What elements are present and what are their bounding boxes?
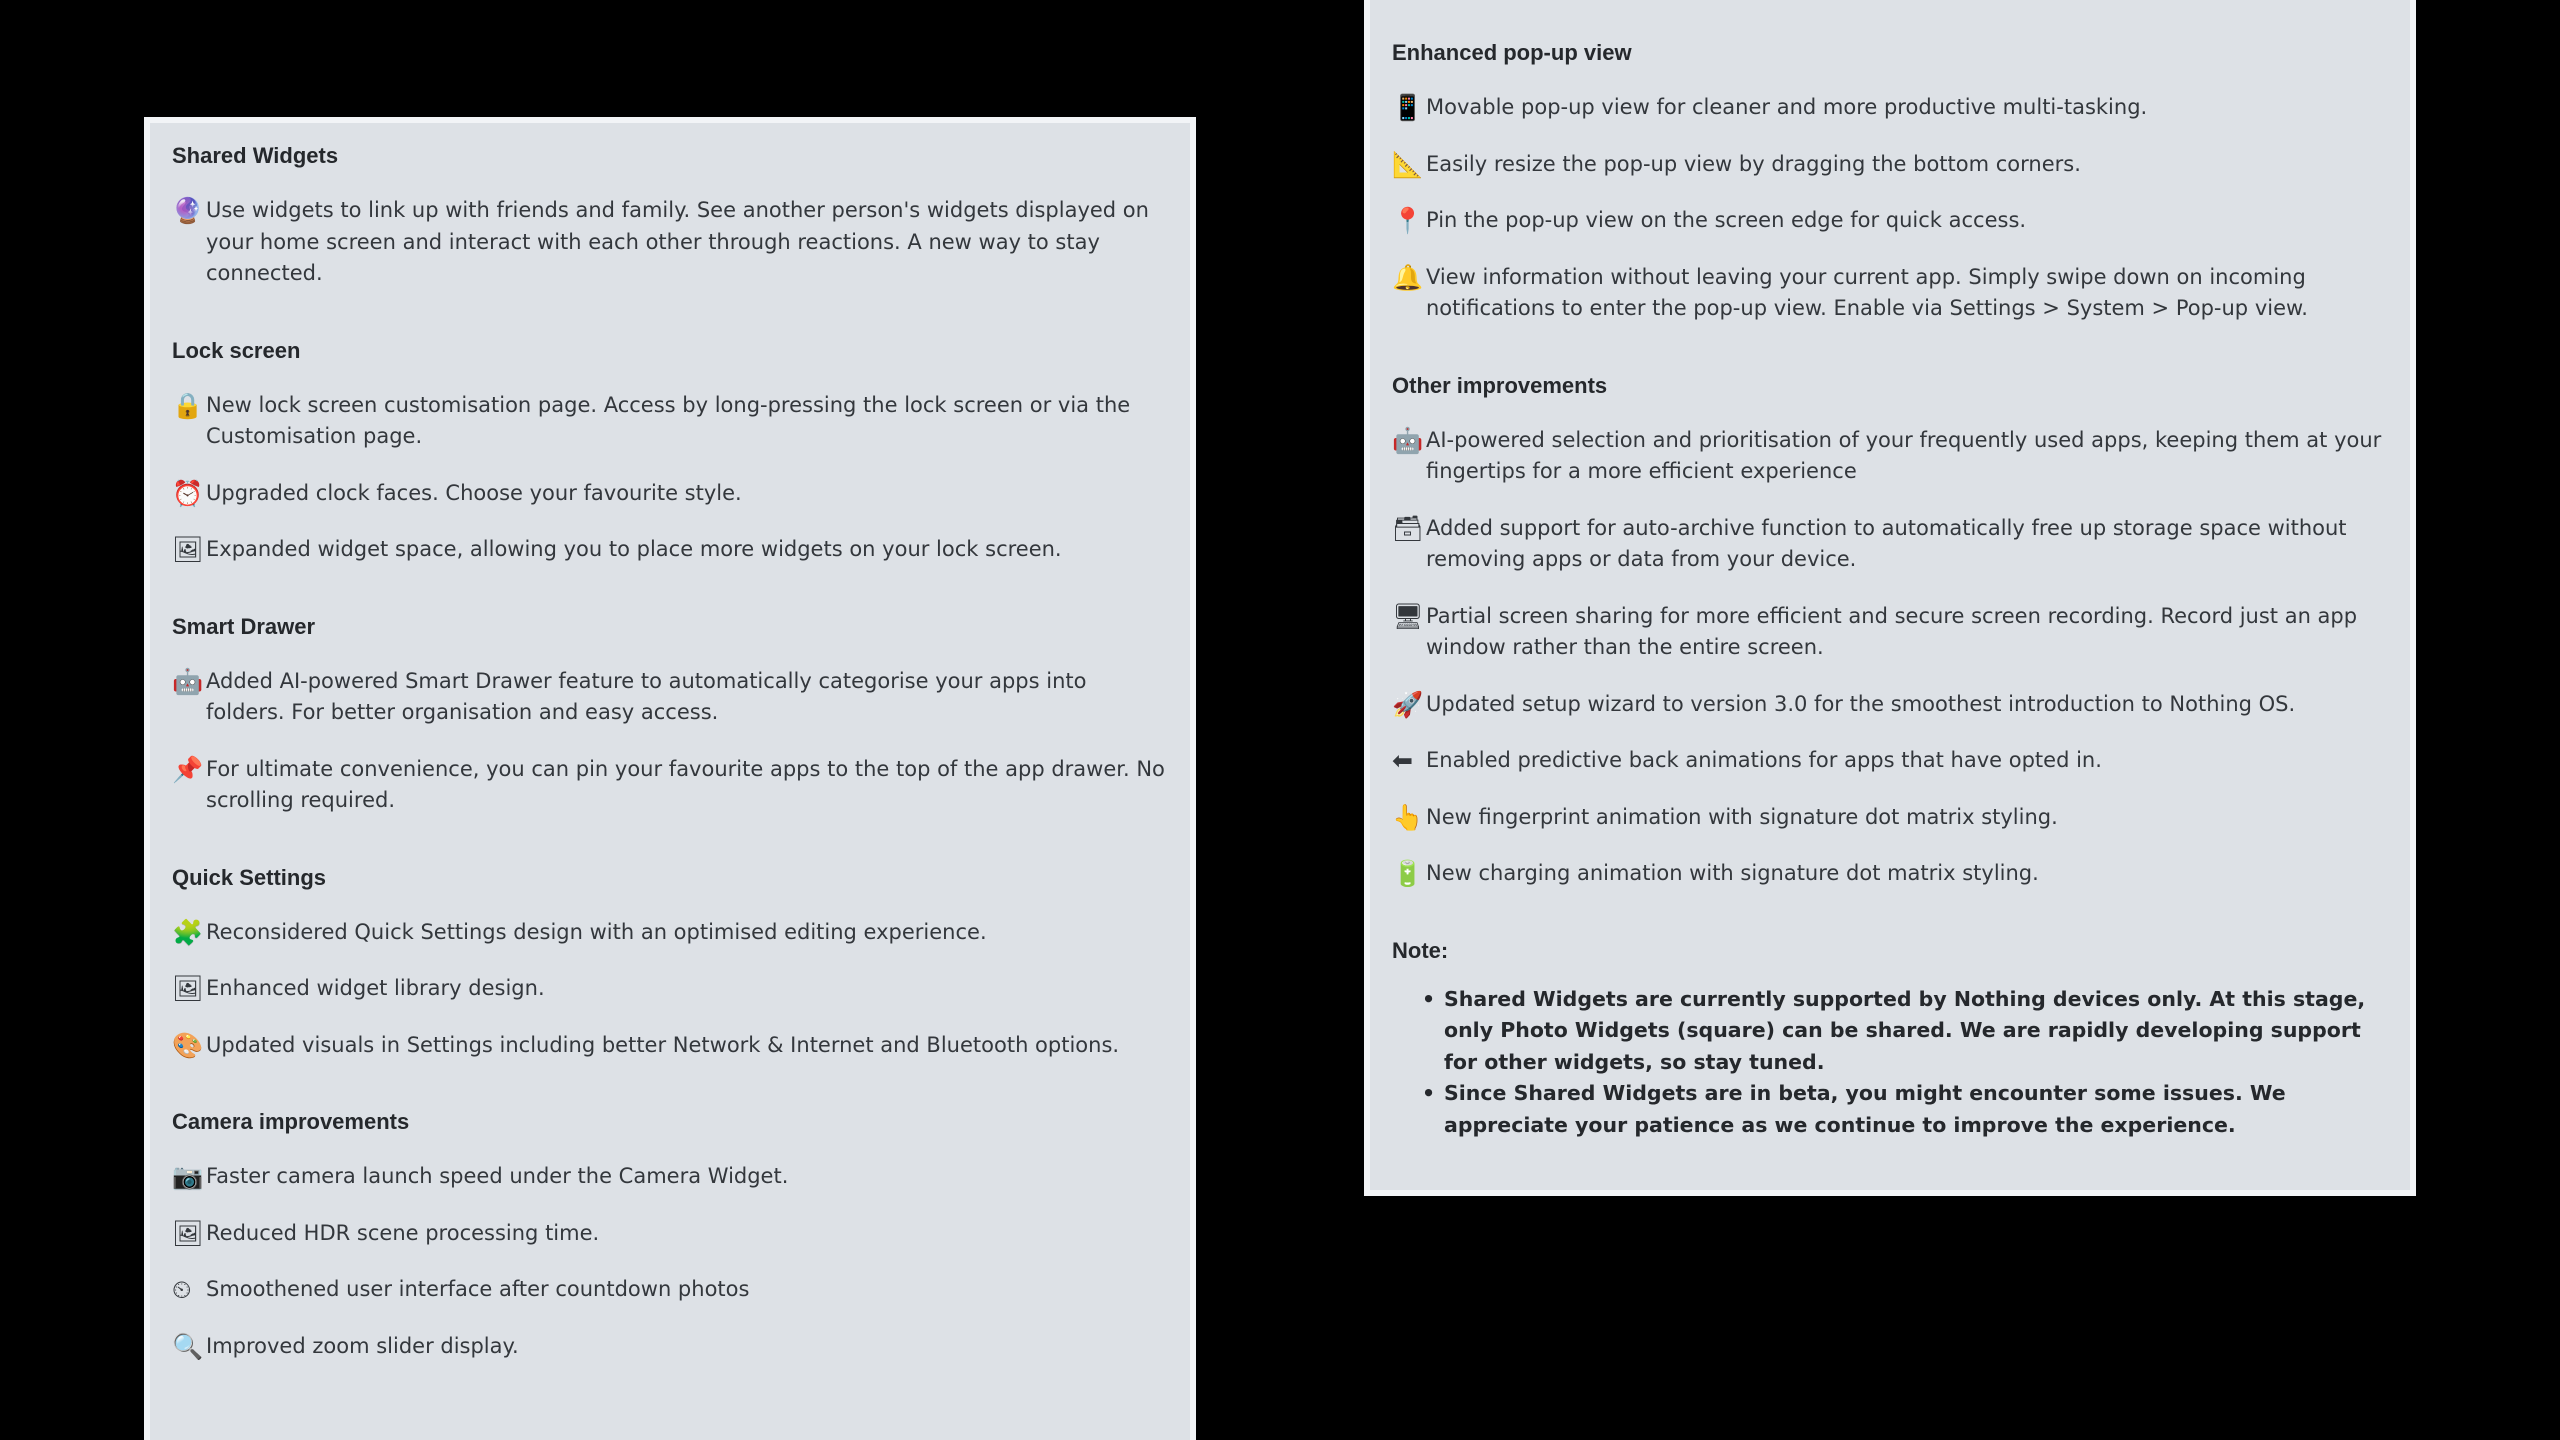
feature-text: Enabled predictive back animations for apps that have opted in. xyxy=(1426,748,2102,772)
robot-icon: 🤖 xyxy=(1392,425,1424,455)
feature-text: Easily resize the pop-up view by dragging the bottom corners. xyxy=(1426,151,2081,176)
section-title: Lock screen xyxy=(172,337,301,363)
feature-item xyxy=(1392,262,2388,325)
feature-text: Updated visuals in Settings including better Network & Internet and Bluetooth options. xyxy=(206,1032,1120,1057)
feature-text: Partial screen sharing for more efficient and secure screen recording. Record just an app window rather than the entire screen. xyxy=(1426,603,2358,659)
note-bullet: • Since Shared Widgets are in beta, you might encounter some issues. We appreciate your patience as we continue to improve the experience. xyxy=(1444,1078,2388,1141)
pushpin-icon: 📌 xyxy=(172,754,204,784)
feature-text: New charging animation with signature dot matrix styling. xyxy=(1426,861,2039,885)
feature-text: Upgraded clock faces. Choose your favourite style. xyxy=(206,480,742,505)
desktop-computer-icon: 🖥 xyxy=(1392,601,1424,631)
section-title: Enhanced pop-up view xyxy=(1392,40,1632,65)
clock-face-icon: ⏰ xyxy=(172,478,204,508)
feature-item xyxy=(172,973,1168,1005)
feature-item xyxy=(1392,92,2388,124)
section-title: Camera improvements xyxy=(172,1109,410,1134)
feature-item xyxy=(172,917,1168,949)
triangular-ruler-icon: 📐 xyxy=(1392,149,1424,179)
feature-text: For ultimate convenience, you can pin your favourite apps to the top of the app drawer. No scrolling required. xyxy=(206,756,1165,812)
feature-item xyxy=(172,195,1168,290)
section-title: Quick Settings xyxy=(172,864,327,890)
feature-text: Faster camera launch speed under the Camera Widget. xyxy=(206,1164,789,1188)
feature-text: View information without leaving your current app. Simply swipe down on incoming notifications to enter the pop-up view. Enable via Settings > System > Pop-up view. xyxy=(1426,264,2308,320)
section-other-improvements xyxy=(1392,371,2388,890)
feature-item xyxy=(172,1161,1168,1193)
battery-icon: 🔋 xyxy=(1392,859,1424,888)
feature-text: New fingerprint animation with signature dot matrix styling. xyxy=(1426,804,2058,829)
feature-item xyxy=(172,1030,1168,1062)
palette-icon: 🎨 xyxy=(172,1030,204,1060)
section-smart-drawer xyxy=(172,612,1168,817)
feature-item xyxy=(1392,601,2388,664)
feature-text: Movable pop-up view for cleaner and more productive multi-tasking. xyxy=(1426,95,2148,119)
section-title: Smart Drawer xyxy=(172,613,316,639)
feature-item xyxy=(172,1218,1168,1250)
section-quick-settings xyxy=(172,863,1168,1062)
feature-item xyxy=(1392,689,2388,721)
feature-text: Reconsidered Quick Settings design with an optimised editing experience. xyxy=(206,919,987,944)
feature-item xyxy=(172,390,1168,453)
rocket-icon: 🚀 xyxy=(1392,689,1424,719)
note-title: Note: xyxy=(1392,937,1449,963)
feature-text: Reduced HDR scene processing time. xyxy=(206,1220,600,1245)
left-release-notes-panel xyxy=(144,117,1196,1440)
feature-item xyxy=(1392,149,2388,181)
note-section xyxy=(1392,936,2388,1142)
robot-icon: 🤖 xyxy=(172,666,204,696)
camera-icon: 📷 xyxy=(172,1162,204,1191)
feature-item xyxy=(1392,513,2388,576)
feature-item xyxy=(172,1274,1168,1306)
mobile-phone-icon: 📱 xyxy=(1392,93,1424,122)
feature-item xyxy=(172,1331,1168,1363)
feature-item xyxy=(172,534,1168,566)
feature-item xyxy=(1392,205,2388,237)
feature-item xyxy=(172,754,1168,817)
feature-text: Added support for auto-archive function to automatically free up storage space without removing apps or data from your device. xyxy=(1426,515,2347,571)
feature-text: New lock screen customisation page. Access by long-pressing the lock screen or via the Customisation page. xyxy=(206,392,1131,448)
lock-icon: 🔒 xyxy=(172,390,204,420)
feature-text: Enhanced widget library design. xyxy=(206,976,545,1000)
feature-item xyxy=(172,666,1168,729)
section-title: Other improvements xyxy=(1392,372,1608,398)
section-title: Shared Widgets xyxy=(172,143,339,168)
feature-text: Use widgets to link up with friends and family. See another person's widgets displayed on your home screen and interact with each other through reactions. A new way to stay connected. xyxy=(206,198,1149,285)
card-file-box-icon: 🗃 xyxy=(1392,513,1424,543)
section-lock-screen xyxy=(172,336,1168,566)
puzzle-piece-icon: 🧩 xyxy=(172,917,204,947)
round-pushpin-icon: 📍 xyxy=(1392,206,1424,235)
section-shared-widgets xyxy=(172,141,1168,290)
feature-text: Expanded widget space, allowing you to place more widgets on your lock screen. xyxy=(206,537,1062,561)
bell-icon: 🔔 xyxy=(1392,262,1424,292)
feature-text: Updated setup wizard to version 3.0 for the smoothest introduction to Nothing OS. xyxy=(1426,691,2296,716)
feature-text: Improved zoom slider display. xyxy=(206,1333,519,1358)
feature-text: AI-powered selection and prioritisation of your frequently used apps, keeping them at your fingertips for a more efficient experience xyxy=(1426,427,2382,483)
feature-text: Pin the pop-up view on the screen edge for quick access. xyxy=(1426,208,2027,232)
framed-picture-icon: 🖼 xyxy=(172,974,204,1003)
feature-item xyxy=(1392,425,2388,488)
crystal-ball-icon: 🔮 xyxy=(172,196,204,225)
note-bullet: • Shared Widgets are currently supported by Nothing devices only. At this stage, only Photo Widgets (square) can be shared. We are rapidly developing support for other widgets, so stay tuned. xyxy=(1444,984,2388,1079)
feature-item xyxy=(1392,802,2388,834)
framed-picture-icon: 🖼 xyxy=(172,1218,204,1248)
feature-text: Added AI-powered Smart Drawer feature to automatically categorise your apps into folders. For better organisation and easy access. xyxy=(206,668,1087,724)
right-release-notes-panel xyxy=(1364,0,2416,1196)
feature-item xyxy=(172,478,1168,510)
left-arrow-icon: ⬅ xyxy=(1392,746,1413,775)
timer-icon: ⏲ xyxy=(172,1275,192,1304)
feature-text: Smoothened user interface after countdown photos xyxy=(206,1277,750,1301)
thumbs-up-icon: 👆 xyxy=(1392,802,1424,832)
section-camera-improvements xyxy=(172,1107,1168,1362)
magnifying-glass-icon: 🔍 xyxy=(172,1331,204,1361)
framed-picture-icon: 🖼 xyxy=(172,535,204,564)
feature-item xyxy=(1392,858,2388,890)
section-enhanced-pop-up-view xyxy=(1392,38,2388,325)
feature-item xyxy=(1392,745,2388,777)
note-bullet-list xyxy=(1392,984,2388,1142)
